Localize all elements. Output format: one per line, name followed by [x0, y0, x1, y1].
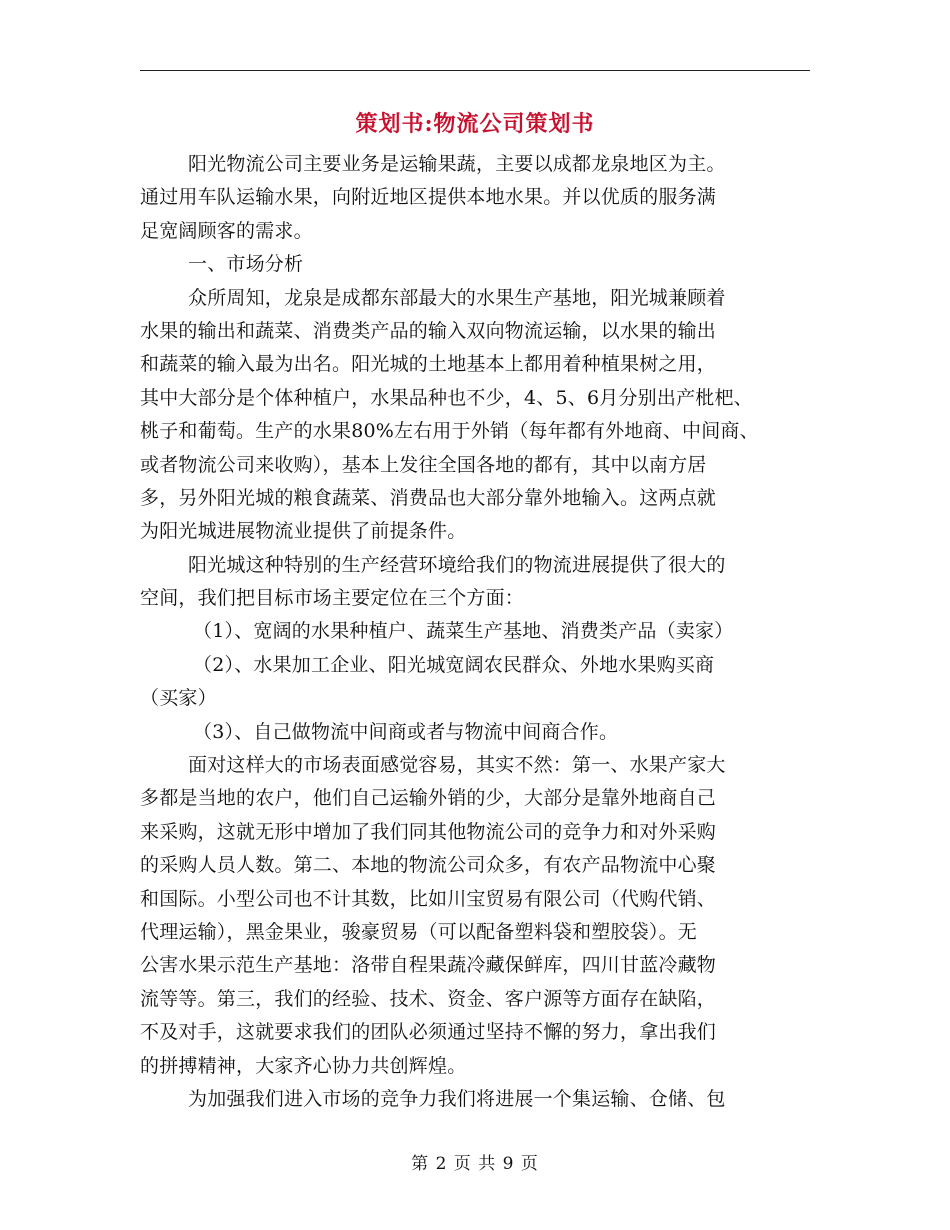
list-item: （2）、水果加工企业、阳光城宽阔农民群众、外地水果购买商 — [193, 653, 715, 676]
list-item: （3）、自己做物流中间商或者与物流中间商合作。 — [193, 720, 619, 743]
paragraph-line: 的拼搏精神，大家齐心协力共创辉煌。 — [140, 1054, 467, 1077]
paragraph-line: 流等等。第三，我们的经验、技术、资金、客户源等方面存在缺陷， — [140, 987, 717, 1010]
section-heading: 一、市场分析 — [188, 253, 304, 276]
paragraph-line: 阳光城这种特别的生产经营环境给我们的物流进展提供了很大的 — [188, 553, 726, 576]
paragraph-line: 空间，我们把目标市场主要定位在三个方面： — [140, 587, 525, 610]
paragraph-line: 多，另外阳光城的粮食蔬菜、消费品也大部分靠外地输入。这两点就 — [140, 486, 717, 509]
paragraph-line: 为阳光城进展物流业提供了前提条件。 — [140, 520, 467, 543]
paragraph-line: 和国际。小型公司也不计其数，比如川宝贸易有限公司（代购代销、 — [140, 887, 717, 910]
paragraph-line: 为加强我们进入市场的竞争力我们将进展一个集运输、仓储、包 — [188, 1087, 726, 1110]
paragraph-line: 来采购，这就无形中增加了我们同其他物流公司的竞争力和对外采购 — [140, 820, 717, 843]
header-rule — [140, 70, 810, 71]
paragraph-line: 和蔬菜的输入最为出名。阳光城的土地基本上都用着种植果树之用， — [140, 353, 717, 376]
paragraph-line: 桃子和葡萄。生产的水果80%左右用于外销（每年都有外地商、中间商、 — [140, 420, 759, 443]
list-item: （1）、宽阔的水果种植户、蔬菜生产基地、消费类产品（卖家） — [193, 620, 734, 643]
paragraph-line: 的采购人员人数。第二、本地的物流公司众多，有农产品物流中心聚 — [140, 854, 717, 877]
paragraph-line: 通过用车队运输水果，向附近地区提供本地水果。并以优质的服务满 — [140, 186, 717, 209]
paragraph-line: 足宽阔顾客的需求。 — [140, 219, 313, 242]
paragraph-line: 不及对手，这就要求我们的团队必须通过坚持不懈的努力，拿出我们 — [140, 1021, 717, 1044]
paragraph-line: 水果的输出和蔬菜、消费类产品的输入双向物流运输，以水果的输出 — [140, 319, 717, 342]
paragraph-line: 其中大部分是个体种植户，水果品种也不少，4、5、6月分别出产枇杷、 — [140, 386, 753, 409]
document-body — [140, 148, 820, 1116]
paragraph-line: 代理运输），黑金果业，骏豪贸易（可以配备塑料袋和塑胶袋）。无 — [140, 920, 698, 943]
paragraph-line: 公害水果示范生产基地：洛带自程果蔬冷藏保鲜库，四川甘蓝冷藏物 — [140, 954, 717, 977]
paragraph-line: 阳光物流公司主要业务是运输果蔬，主要以成都龙泉地区为主。 — [188, 153, 726, 175]
list-item-continuation: （买家） — [140, 687, 217, 710]
page-number: 第 2 页 共 9 页 — [411, 1154, 539, 1174]
document-title: 策划书:物流公司策划书 — [355, 111, 595, 137]
paragraph-line: 面对这样大的市场表面感觉容易，其实不然：第一、水果产家大 — [188, 754, 726, 777]
paragraph-line: 或者物流公司来收购），基本上发往全国各地的都有，其中以南方居 — [140, 453, 707, 476]
paragraph-line: 多都是当地的农户，他们自己运输外销的少，大部分是靠外地商自己 — [140, 787, 717, 810]
paragraph-line: 众所周知，龙泉是成都东部最大的水果生产基地，阳光城兼顾着 — [188, 286, 726, 309]
